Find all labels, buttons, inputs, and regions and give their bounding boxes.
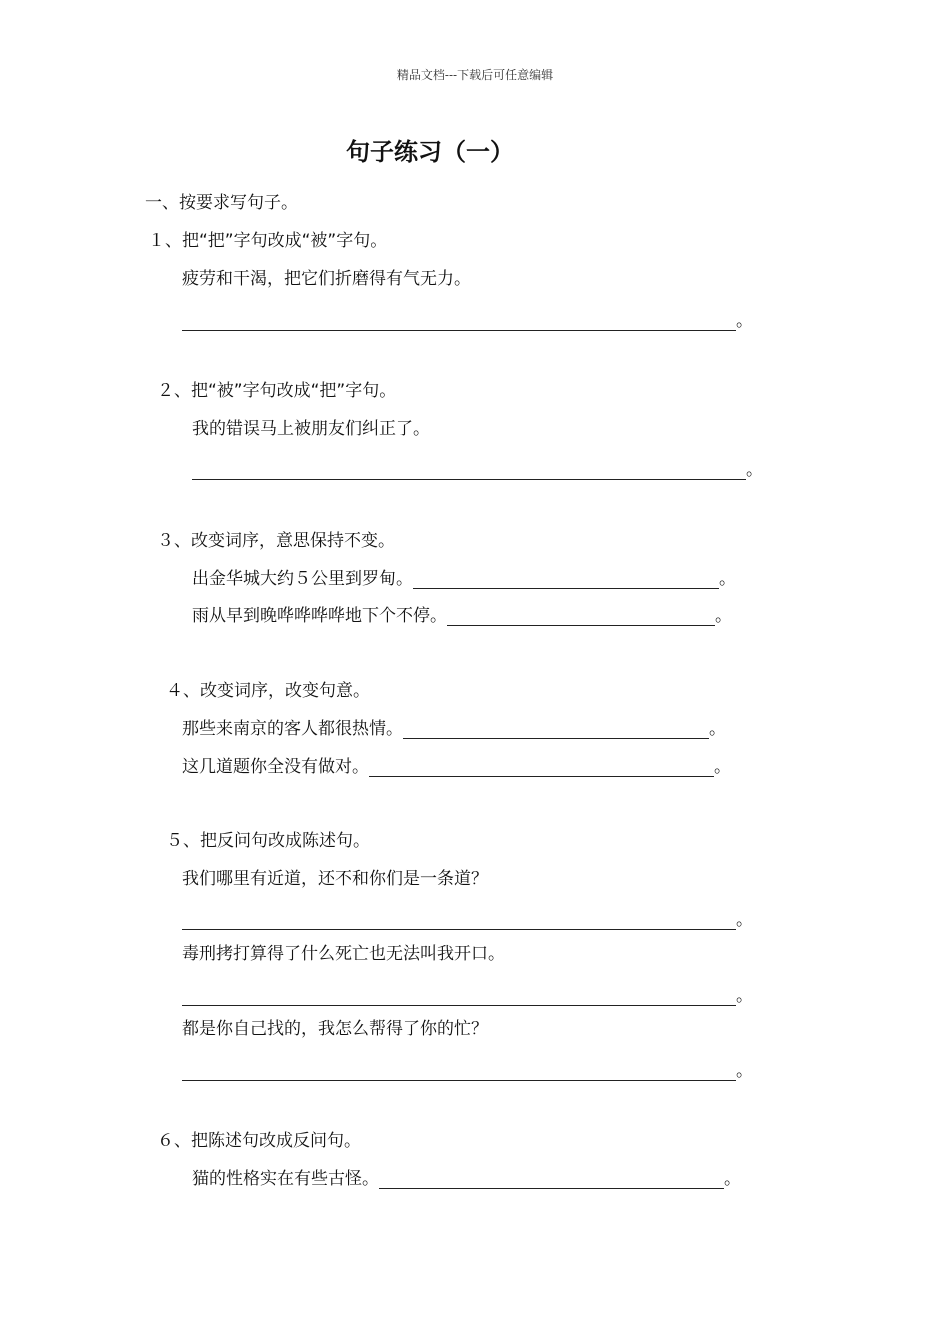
question-1-sentence: 疲劳和干渴，把它们折磨得有气无力。 bbox=[182, 269, 471, 289]
page-title: 句子练习（一） bbox=[346, 138, 514, 166]
period: 。 bbox=[746, 460, 763, 480]
answer-blank[interactable] bbox=[182, 915, 736, 930]
period: 。 bbox=[715, 606, 732, 626]
period: 。 bbox=[719, 569, 736, 589]
question-3-label: ３、改变词序，意思保持不变。 bbox=[157, 531, 395, 551]
answer-blank[interactable] bbox=[447, 611, 715, 626]
question-2-answer-line[interactable] bbox=[192, 455, 763, 480]
period: 。 bbox=[736, 910, 753, 930]
answer-blank[interactable] bbox=[192, 465, 746, 480]
question-2-label: ２、把“被”字句改成“把”字句。 bbox=[157, 381, 397, 401]
answer-blank[interactable] bbox=[369, 762, 714, 777]
period: 。 bbox=[736, 986, 753, 1006]
period: 。 bbox=[709, 719, 726, 739]
answer-blank[interactable] bbox=[182, 316, 736, 331]
period: 。 bbox=[736, 311, 753, 331]
answer-blank[interactable] bbox=[182, 991, 736, 1006]
question-5-answer-line-1[interactable] bbox=[182, 905, 753, 930]
question-3-row-2 bbox=[192, 606, 732, 626]
question-4-sentence-1: 那些来南京的客人都很热情。 bbox=[182, 719, 403, 739]
question-4-row-1 bbox=[182, 719, 726, 739]
question-5-sentence-3: 都是你自己找的，我怎么帮得了你的忙？ bbox=[182, 1019, 488, 1039]
answer-blank[interactable] bbox=[379, 1174, 724, 1189]
period: 。 bbox=[724, 1169, 741, 1189]
period: 。 bbox=[714, 757, 731, 777]
question-5-sentence-2: 毒刑拷打算得了什么死亡也无法叫我开口。 bbox=[182, 944, 505, 964]
question-4-label: ４、改变词序，改变句意。 bbox=[166, 681, 370, 701]
question-3-row-1 bbox=[192, 569, 736, 589]
question-5-sentence-1: 我们哪里有近道，还不和你们是一条道？ bbox=[182, 869, 488, 889]
question-5-answer-line-3[interactable] bbox=[182, 1056, 753, 1081]
header-note: 精品文档---下载后可任意编辑 bbox=[396, 68, 554, 82]
question-6-sentence-1: 猫的性格实在有些古怪。 bbox=[192, 1169, 379, 1189]
question-5-label: ５、把反问句改成陈述句。 bbox=[166, 831, 370, 851]
period: 。 bbox=[736, 1061, 753, 1081]
question-6-row-1 bbox=[192, 1169, 741, 1189]
section-heading: 一、按要求写句子。 bbox=[145, 193, 298, 213]
answer-blank[interactable] bbox=[182, 1066, 736, 1081]
answer-blank[interactable] bbox=[413, 574, 719, 589]
question-4-row-2 bbox=[182, 757, 731, 777]
question-1-label: １、把“把”字句改成“被”字句。 bbox=[148, 231, 388, 251]
question-6-label: ６、把陈述句改成反问句。 bbox=[157, 1131, 361, 1151]
question-1-answer-line[interactable] bbox=[182, 306, 753, 331]
question-4-sentence-2: 这几道题你全没有做对。 bbox=[182, 757, 369, 777]
answer-blank[interactable] bbox=[403, 724, 709, 739]
question-3-sentence-2: 雨从早到晚哗哗哗哗地下个不停。 bbox=[192, 606, 447, 626]
question-3-sentence-1: 出金华城大约５公里到罗甸。 bbox=[192, 569, 413, 589]
question-2-sentence: 我的错误马上被朋友们纠正了。 bbox=[192, 419, 430, 439]
question-5-answer-line-2[interactable] bbox=[182, 981, 753, 1006]
